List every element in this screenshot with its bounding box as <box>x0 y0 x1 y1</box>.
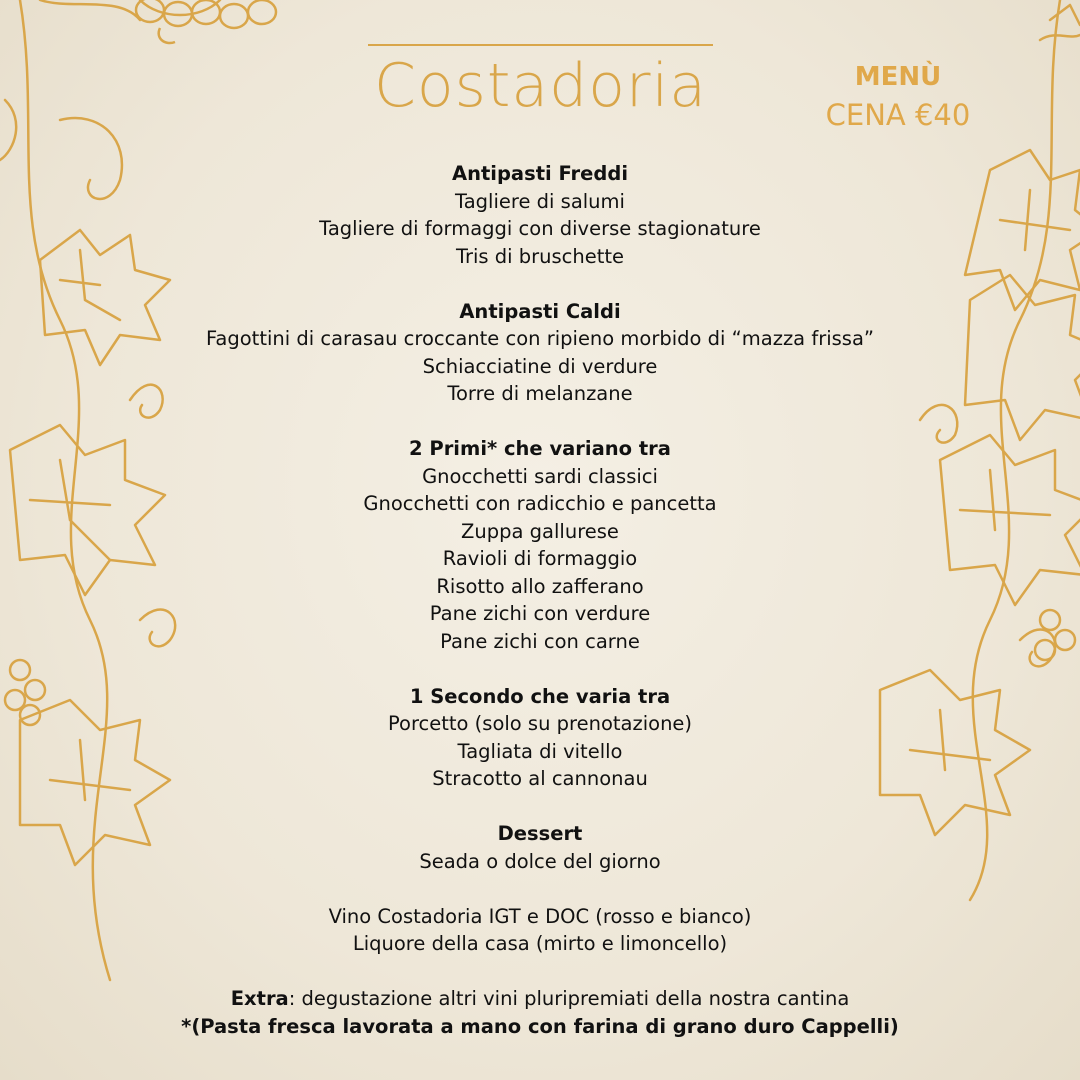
section-title: Antipasti Freddi <box>451 162 628 185</box>
menu-footer <box>0 985 1080 1040</box>
extra-line <box>0 985 1080 1013</box>
menu-item: Porcetto (solo su prenotazione) <box>387 712 693 735</box>
menu-item: Ravioli di formaggio <box>442 547 638 570</box>
menu-section-drinks <box>0 903 1080 958</box>
menu-section-antipasti-caldi <box>0 298 1080 408</box>
pasta-note: *(Pasta fresca lavorata a mano con farina di grano duro Cappelli) <box>181 1014 899 1038</box>
drink-item: Liquore della casa (mirto e limoncello) <box>352 932 728 955</box>
menu-section-primi <box>0 435 1080 655</box>
grape-cluster-decoration <box>120 0 300 50</box>
menu-item: Gnocchetti con radicchio e pancetta <box>363 492 717 515</box>
extra-label: Extra <box>230 987 289 1010</box>
menu-item: Tagliere di salumi <box>455 189 625 213</box>
menu-item: Tagliata di vitello <box>457 739 623 763</box>
brand-logo: Costadoria <box>373 51 708 121</box>
price-label: CENA €40 <box>825 98 971 132</box>
menu-item: Zuppa gallurese <box>461 519 619 543</box>
menu-item: Tagliere di formaggi con diverse stagionature <box>319 217 761 240</box>
menu-body <box>0 160 1080 1040</box>
menu-item: Gnocchetti sardi classici <box>422 464 658 488</box>
section-title: 2 Primi* che variano tra <box>409 437 671 460</box>
menu-section-dessert <box>0 820 1080 875</box>
menu-price-badge <box>798 58 998 134</box>
menu-item: Schiacciatine di verdure <box>422 354 658 378</box>
menu-item: Stracotto al cannonau <box>432 767 648 790</box>
section-title: 1 Secondo che varia tra <box>409 684 671 708</box>
menu-label: MENÙ <box>854 62 942 92</box>
section-title: Antipasti Caldi <box>459 299 621 323</box>
menu-item: Seada o dolce del giorno <box>419 849 661 873</box>
section-title: Dessert <box>497 822 583 845</box>
menu-item: Pane zichi con verdure <box>429 602 651 625</box>
menu-item: Torre di melanzane <box>447 382 633 405</box>
extra-text: : degustazione altri vini pluripremiati della nostra cantina <box>288 987 850 1010</box>
menu-item: Risotto allo zafferano <box>436 574 644 598</box>
menu-item: Tris di bruschette <box>455 244 625 268</box>
menu-item: Fagottini di carasau croccante con ripieno morbido di “mazza frissa” <box>206 327 874 350</box>
drink-item: Vino Costadoria IGT e DOC (rosso e bianco) <box>328 904 752 928</box>
menu-section-antipasti-freddi <box>0 160 1080 270</box>
menu-item: Pane zichi con carne <box>440 629 640 653</box>
menu-section-secondo <box>0 683 1080 793</box>
